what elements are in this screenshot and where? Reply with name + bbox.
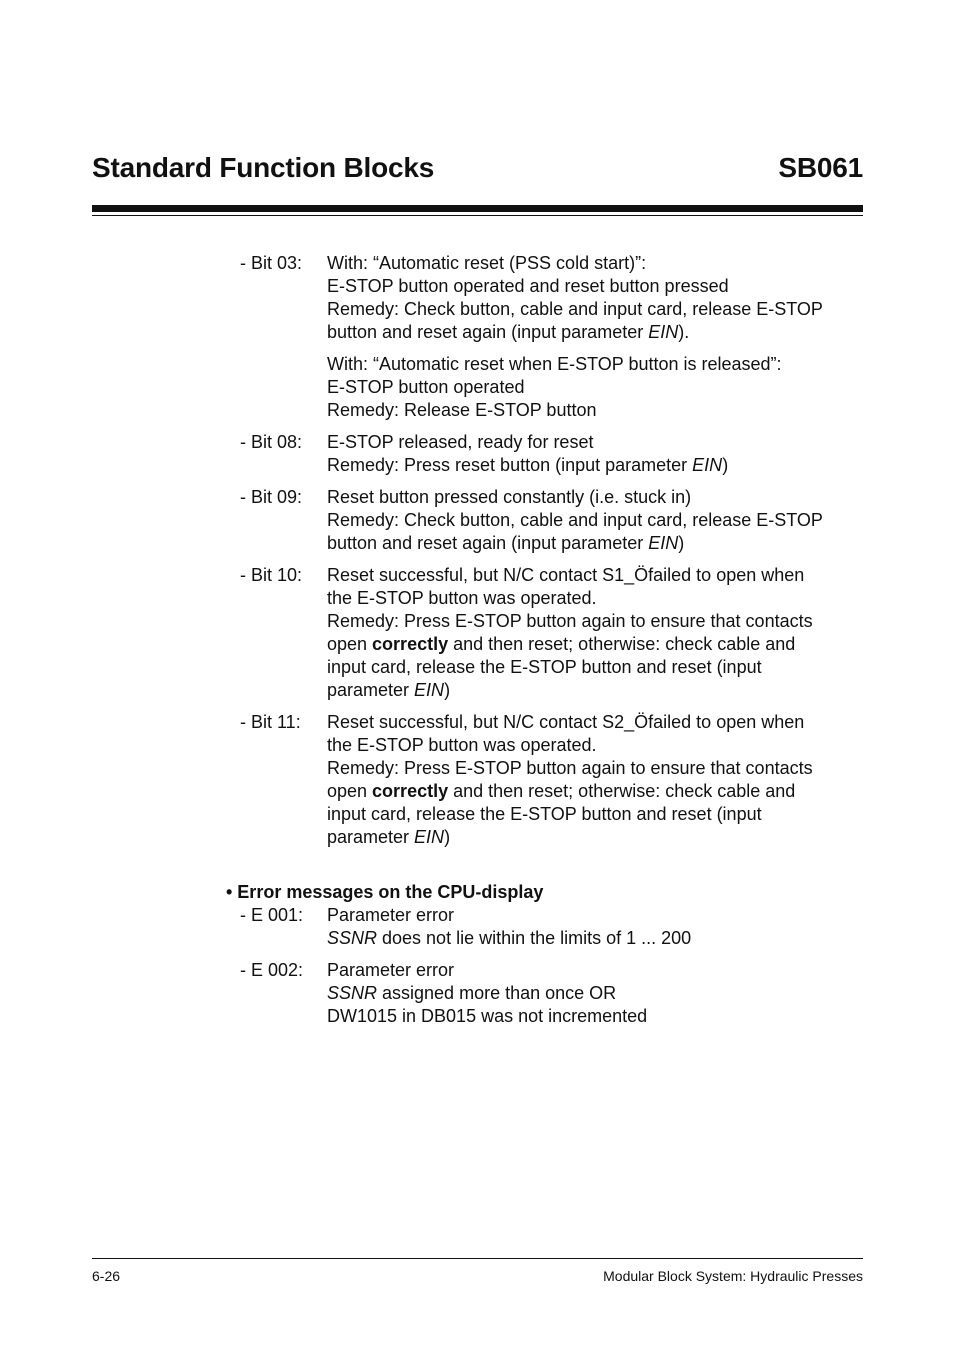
error-e001-entry: [240, 904, 865, 950]
text-segment: button and reset again (input parameter: [327, 533, 649, 553]
parameter-name: EIN: [648, 322, 679, 342]
bit-tag: - Bit 03:: [240, 253, 303, 273]
emphasis-text: correctly: [372, 634, 449, 654]
bit-tag: - Bit 09:: [240, 487, 303, 507]
description-line: input card, release the E-STOP button and reset (input: [327, 804, 762, 824]
description-line: Remedy: Press E-STOP button again to ensure that contacts: [327, 758, 813, 778]
parameter-name: EIN: [414, 680, 445, 700]
text-segment: parameter: [327, 680, 415, 700]
parameter-name: SSNR: [327, 928, 378, 948]
text-segment: button and reset again (input parameter: [327, 322, 649, 342]
description-line: [327, 826, 865, 849]
bit-09-entry: [240, 486, 865, 555]
description-line: [327, 321, 865, 344]
text-segment: ): [444, 827, 451, 847]
description-line: Remedy: Release E-STOP button: [327, 400, 597, 420]
description-line: [327, 780, 865, 803]
text-segment: ): [722, 455, 729, 475]
description-line: [327, 532, 865, 555]
description-line: DW1015 in DB015 was not incremented: [327, 1006, 648, 1026]
text-segment: open: [327, 781, 373, 801]
header-rule-thick: [92, 205, 863, 212]
footer-rule: [92, 1258, 863, 1259]
description-line: the E-STOP button was operated.: [327, 588, 597, 608]
text-segment: and then reset; otherwise: check cable and: [448, 634, 796, 654]
bit-03-entry: [240, 252, 865, 422]
parameter-name: EIN: [692, 455, 723, 475]
parameter-name: SSNR: [327, 983, 378, 1003]
block-id: SB061: [778, 152, 863, 183]
error-e002-entry: [240, 959, 865, 1028]
description-line: Reset successful, but N/C contact S1_Öfailed to open when: [327, 565, 805, 585]
manual-title: Modular Block System: Hydraulic Presses: [603, 1268, 863, 1284]
description-line: Remedy: Press E-STOP button again to ensure that contacts: [327, 611, 813, 631]
text-segment: ): [444, 680, 451, 700]
bit-description: [327, 564, 865, 702]
header-rule-thin: [92, 215, 863, 216]
description-line: Reset button pressed constantly (i.e. stuck in): [327, 487, 692, 507]
description-line: Remedy: Check button, cable and input card, release E-STOP: [327, 510, 823, 530]
bit-description: [327, 711, 865, 849]
description-line: Parameter error: [327, 960, 455, 980]
error-description: [327, 959, 865, 1028]
description-line: input card, release the E-STOP button and reset (input: [327, 657, 762, 677]
cpu-errors-heading: • Error messages on the CPU-display: [226, 882, 544, 902]
bit-tag: - Bit 08:: [240, 432, 303, 452]
text-segment: ): [678, 533, 685, 553]
description-line: [327, 454, 865, 477]
description-line: [327, 679, 865, 702]
bit-description: [327, 252, 865, 422]
description-line: Reset successful, but N/C contact S2_Öfailed to open when: [327, 712, 805, 732]
description-line: [327, 927, 865, 950]
text-segment: parameter: [327, 827, 415, 847]
parameter-name: EIN: [414, 827, 445, 847]
paragraph-gap: [327, 344, 865, 353]
description-line: With: “Automatic reset (PSS cold start)”:: [327, 253, 647, 273]
description-line: [327, 633, 865, 656]
description-line: E-STOP released, ready for reset: [327, 432, 594, 452]
page-title: Standard Function Blocks: [92, 152, 435, 183]
description-line: Parameter error: [327, 905, 455, 925]
page-number: 6-26: [92, 1268, 121, 1284]
error-description: [327, 904, 865, 950]
bit-11-entry: [240, 711, 865, 849]
page-header: [92, 152, 863, 184]
error-tag: - E 002:: [240, 960, 304, 980]
emphasis-text: correctly: [372, 781, 449, 801]
text-segment: open: [327, 634, 373, 654]
bit-description: [327, 431, 865, 477]
bit-tag: - Bit 10:: [240, 565, 303, 585]
text-segment: assigned more than once OR: [377, 983, 617, 1003]
text-segment: ).: [678, 322, 690, 342]
parameter-name: EIN: [648, 533, 679, 553]
text-segment: does not lie within the limits of 1 ... 200: [377, 928, 692, 948]
description-line: Remedy: Check button, cable and input card, release E-STOP: [327, 299, 823, 319]
main-content: [226, 252, 865, 1037]
description-line: E-STOP button operated and reset button pressed: [327, 276, 729, 296]
text-segment: and then reset; otherwise: check cable and: [448, 781, 796, 801]
text-segment: Remedy: Press reset button (input parameter: [327, 455, 693, 475]
description-line: With: “Automatic reset when E-STOP button is released”:: [327, 354, 782, 374]
bit-10-entry: [240, 564, 865, 702]
bit-tag: - Bit 11:: [240, 712, 301, 732]
error-tag: - E 001:: [240, 905, 304, 925]
description-line: E-STOP button operated: [327, 377, 525, 397]
description-line: the E-STOP button was operated.: [327, 735, 597, 755]
bit-description: [327, 486, 865, 555]
description-line: [327, 982, 865, 1005]
bit-08-entry: [240, 431, 865, 477]
